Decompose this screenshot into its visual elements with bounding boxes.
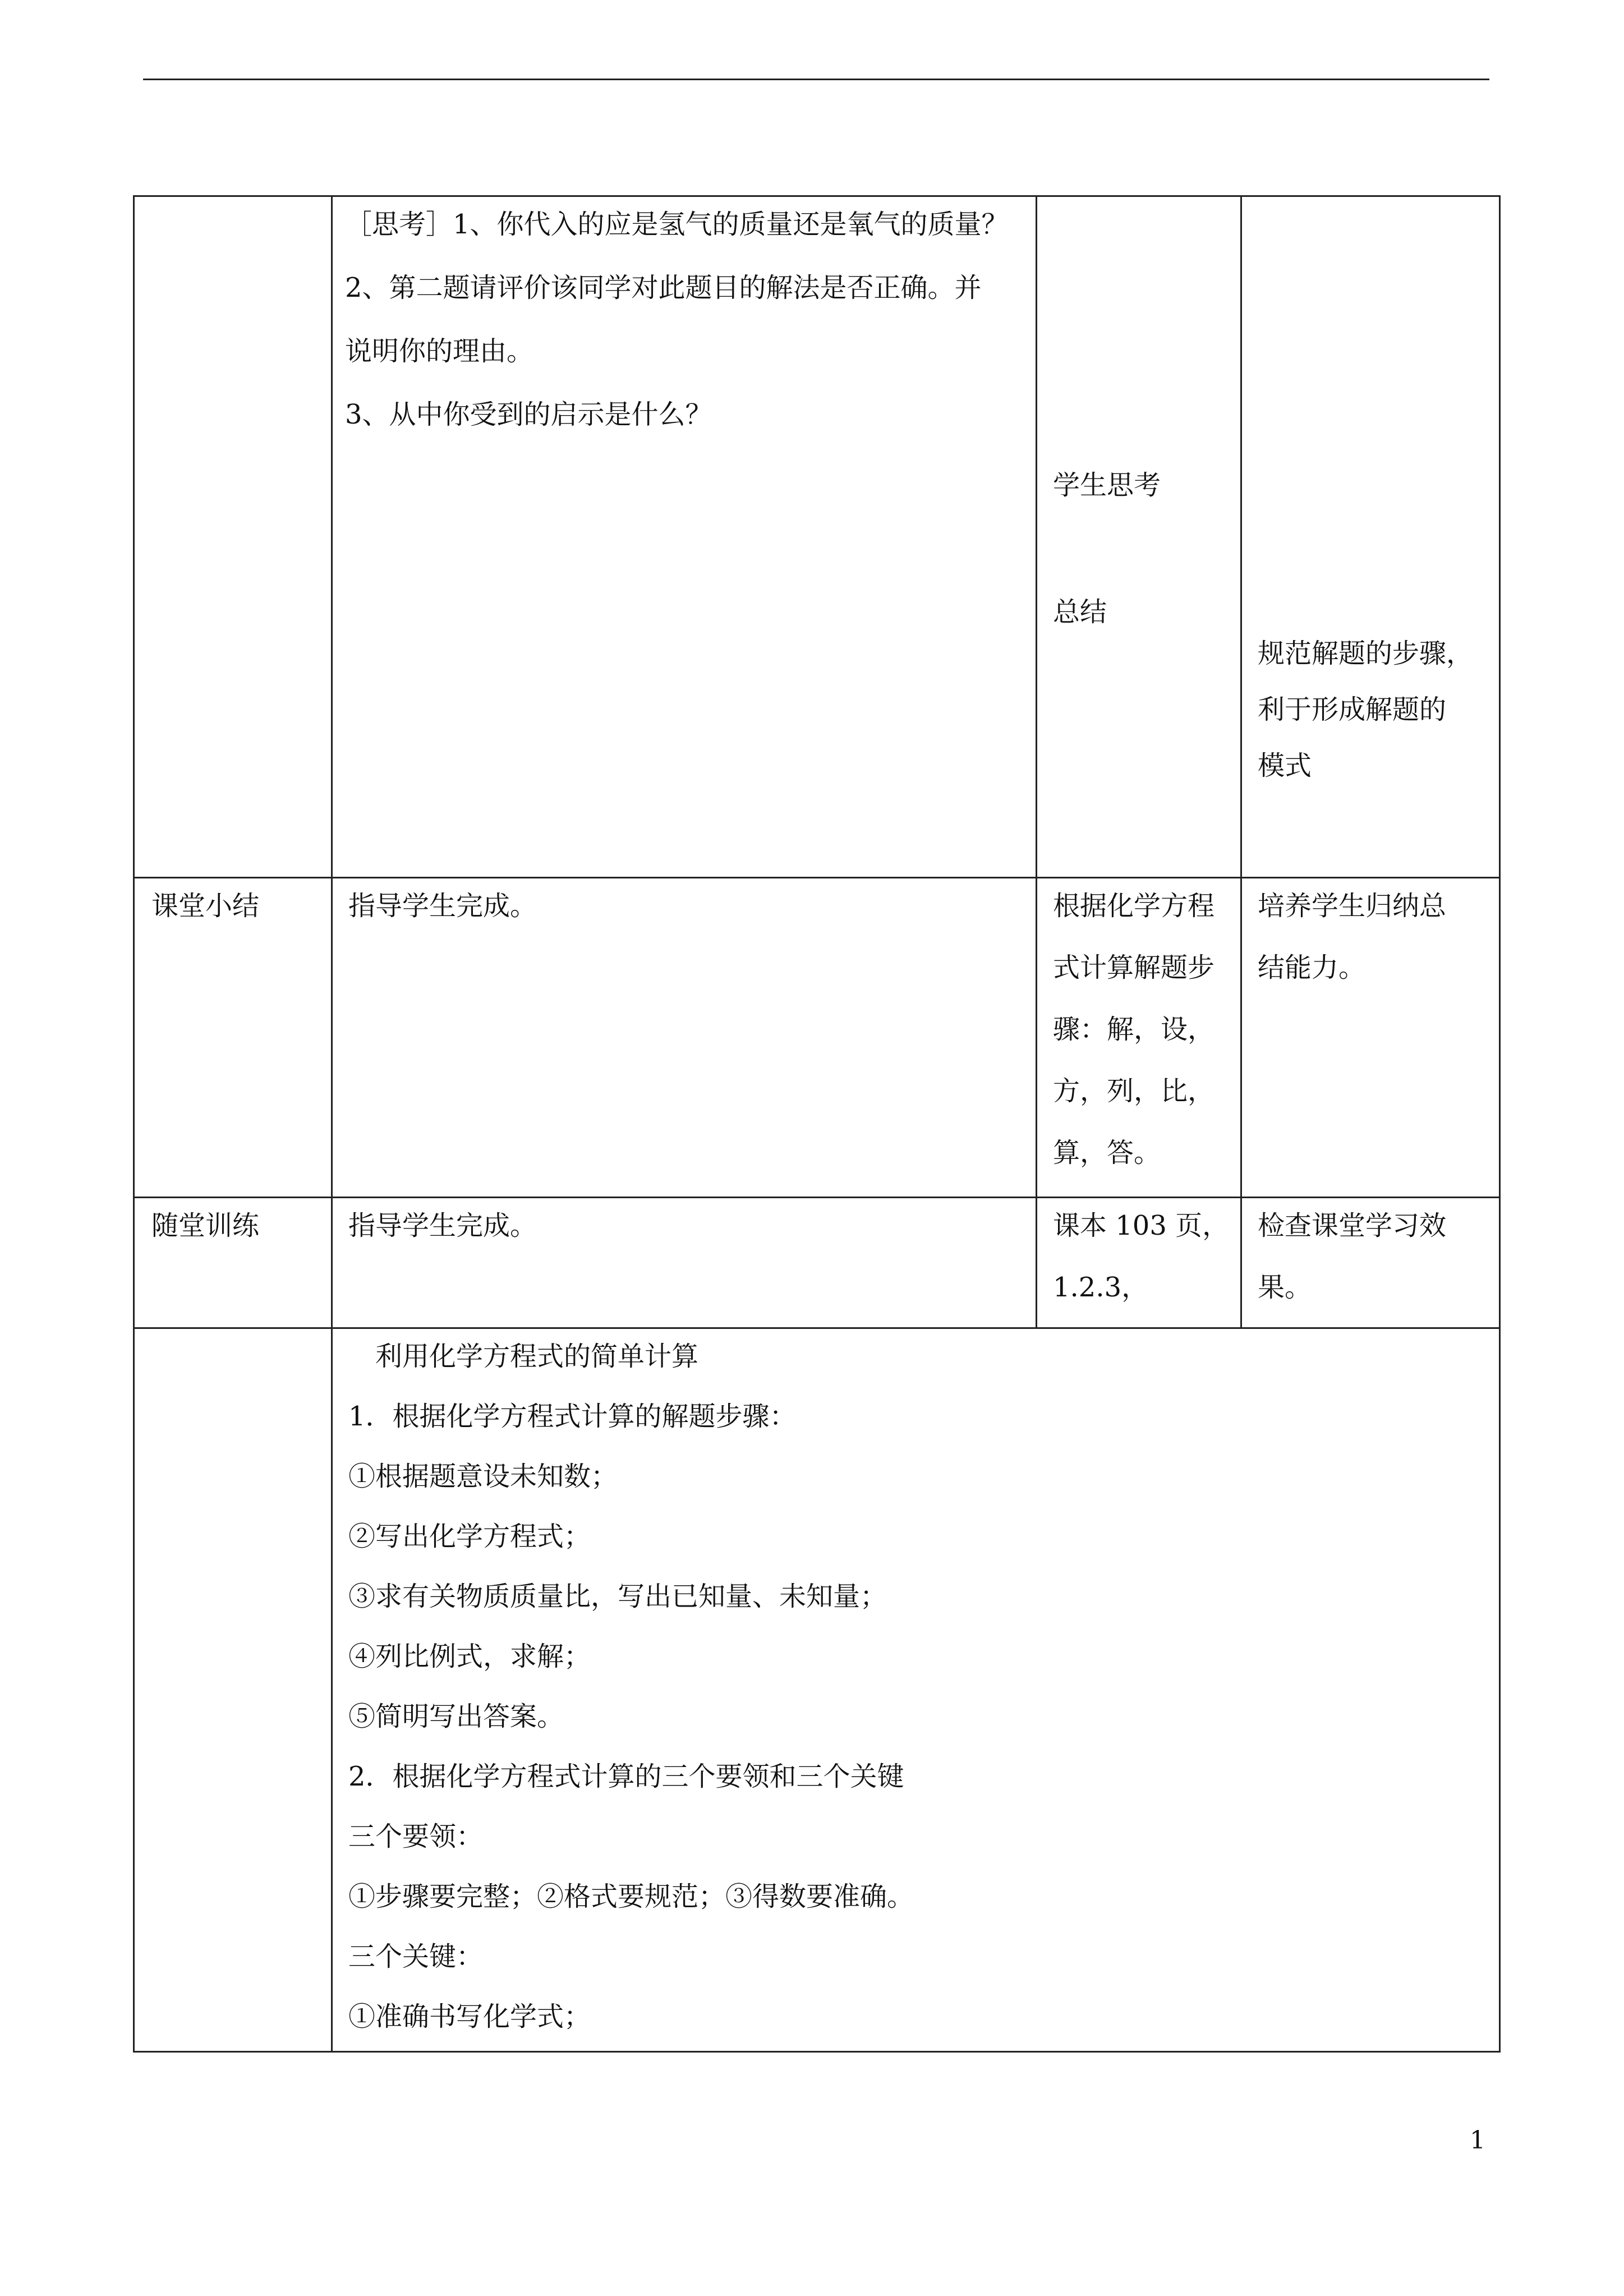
table-row-board [134, 1328, 1500, 2052]
stage-cell-practice [134, 1198, 332, 1328]
intent-cell-think [1241, 196, 1500, 878]
student-practice-line-1: 课本 103 页， [1053, 1210, 1230, 1241]
stage-practice-label: 随堂训练 [151, 1210, 260, 1241]
student-cell-practice [1037, 1198, 1241, 1328]
board-line-4: ②写出化学方程式； [348, 1521, 591, 1552]
board-line-6: ④列比例式，求解； [348, 1641, 591, 1672]
intent-think-line-3: 模式 [1258, 750, 1312, 781]
board-line-1: 利用化学方程式的简单计算 [348, 1341, 699, 1372]
student-summary-line-3: 骤：解，设， [1053, 1014, 1215, 1045]
board-line-5: ③求有关物质质量比，写出已知量、未知量； [348, 1581, 887, 1612]
table-row-think [134, 196, 1500, 878]
table-row-practice [134, 1198, 1500, 1328]
page-number: 1 [1470, 2126, 1485, 2155]
intent-summary-line-1: 培养学生归纳总 [1258, 890, 1447, 922]
student-practice-line-2: 1.2.3， [1053, 1272, 1149, 1303]
board-line-10: ①步骤要完整；②格式要规范；③得数要准确。 [348, 1881, 914, 1912]
think-line-1: ［思考］1、你代入的应是氢气的质量还是氧气的质量？ [345, 209, 1009, 240]
student-cell-think [1037, 196, 1241, 878]
intent-practice-line-2: 果。 [1258, 1272, 1312, 1303]
student-think-line-2: 总结 [1053, 596, 1107, 628]
student-think-line-1: 学生思考 [1053, 470, 1161, 501]
board-line-7: ⑤简明写出答案。 [348, 1701, 564, 1732]
intent-think-line-1: 规范解题的步骤， [1258, 638, 1474, 669]
stage-cell-empty [134, 196, 332, 878]
board-line-9: 三个要领： [348, 1821, 484, 1852]
activity-cell-summary [332, 878, 1037, 1198]
board-line-11: 三个关键： [348, 1941, 484, 1972]
think-line-3: 说明你的理由。 [345, 335, 534, 367]
student-summary-line-4: 方，列，比， [1053, 1075, 1215, 1107]
think-line-4: 3、从中你受到的启示是什么？ [345, 399, 712, 430]
table-row-summary [134, 878, 1500, 1198]
stage-summary-label: 课堂小结 [151, 890, 260, 922]
stage-cell-summary [134, 878, 332, 1198]
board-line-2: 1．根据化学方程式计算的解题步骤： [348, 1401, 797, 1432]
intent-summary-line-2: 结能力。 [1258, 952, 1366, 983]
intent-cell-practice [1241, 1198, 1500, 1328]
student-summary-line-5: 算，答。 [1053, 1137, 1161, 1168]
activity-summary-text: 指导学生完成。 [348, 890, 537, 922]
board-line-8: 2．根据化学方程式计算的三个要领和三个关键 [348, 1761, 904, 1792]
intent-cell-summary [1241, 878, 1500, 1198]
board-line-3: ①根据题意设未知数； [348, 1461, 618, 1492]
header-rule [143, 79, 1489, 80]
intent-think-line-2: 利于形成解题的 [1258, 694, 1447, 725]
stage-cell-board-empty [134, 1328, 332, 2052]
think-line-2: 2、第二题请评价该同学对此题目的解法是否正确。并 [345, 272, 982, 303]
activity-cell-think [332, 196, 1037, 878]
board-cell [332, 1328, 1500, 2052]
lesson-plan-table [133, 195, 1501, 2053]
student-summary-line-2: 式计算解题步 [1053, 952, 1215, 983]
student-cell-summary [1037, 878, 1241, 1198]
activity-practice-text: 指导学生完成。 [348, 1210, 537, 1241]
board-line-12: ①准确书写化学式； [348, 2001, 591, 2032]
student-summary-line-1: 根据化学方程 [1053, 890, 1215, 922]
intent-practice-line-1: 检查课堂学习效 [1258, 1210, 1447, 1241]
activity-cell-practice [332, 1198, 1037, 1328]
